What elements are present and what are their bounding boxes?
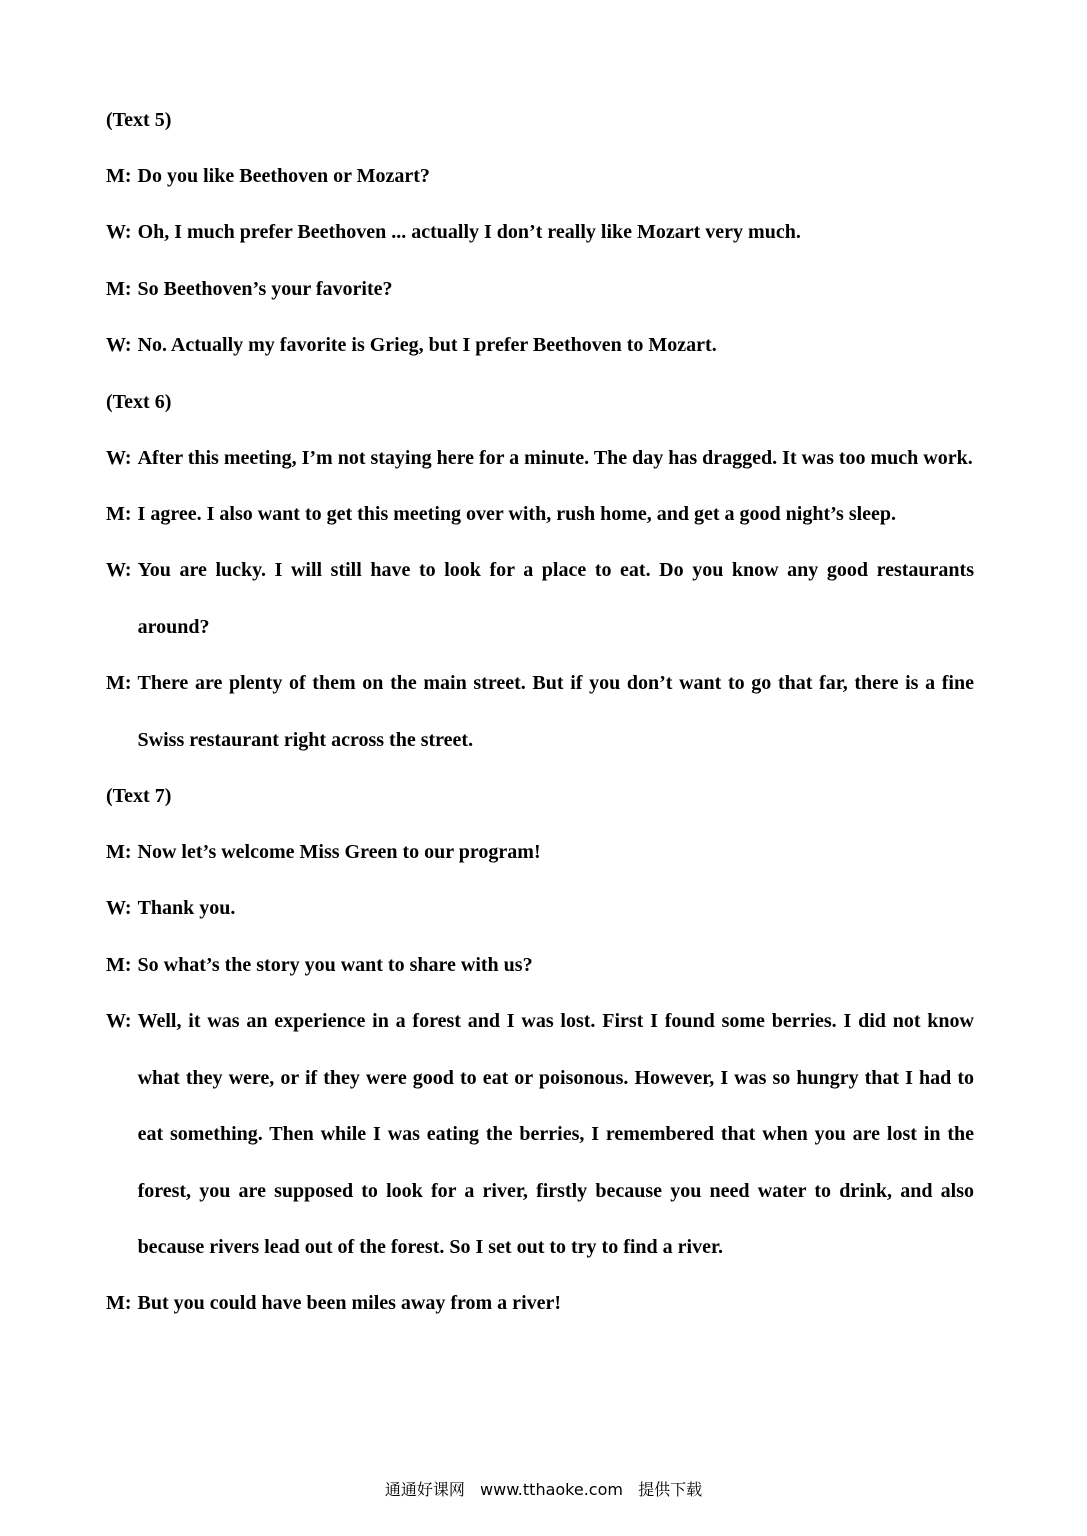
dialogue-line [106,204,974,260]
utterance-text: So Beethoven’s your favorite? [137,277,393,300]
speaker-label: M: [106,1292,132,1315]
dialogue-line [106,542,974,655]
utterance-text: Well, it was an experience in a forest and I was lost. First I found some berries. I did not know what they were, or if they were good to eat or poisonous. However, I was so hungry that I had to eat something. Then while I was eating the berries, I remembered that when you are lost in the forest, you are supposed to look for a river, firstly because you need water to drink, and also because rivers lead out of the forest. So I set out to try to find a river. [137,1010,974,1258]
section-heading: (Text 5) [106,109,172,131]
section-text-5 [106,92,974,374]
utterance-text: Thank you. [137,897,236,920]
utterance-text: But you could have been miles away from a river! [137,1292,562,1315]
utterance-text: Oh, I much prefer Beethoven ... actually I don’t really like Mozart very much. [137,221,801,244]
dialogue-line [106,880,974,936]
utterance-text: Do you like Beethoven or Mozart? [137,165,430,187]
dialogue-line [106,993,974,1275]
utterance-text: Now let’s welcome Miss Green to our program! [137,841,541,864]
dialogue-line [106,937,974,993]
utterance-text: I agree. I also want to get this meeting over with, rush home, and get a good night’s sleep. [137,503,897,526]
dialogue-line [106,824,974,880]
speaker-label: M: [106,953,132,976]
transcript-body [106,92,974,1332]
speaker-label: W: [106,334,132,357]
footer-site-name: 通通好课网 [384,1480,465,1499]
speaker-label: W: [106,221,132,244]
dialogue-line [106,486,974,542]
speaker-label: W: [106,1010,132,1033]
speaker-label: M: [106,841,132,864]
page-footer [0,1476,1087,1504]
section-text-6 [106,374,974,768]
dialogue-line [106,1275,974,1331]
speaker-label: M: [106,165,132,187]
speaker-label: W: [106,559,132,582]
footer-suffix: 提供下载 [638,1480,703,1499]
dialogue-line [106,317,974,373]
speaker-label: M: [106,277,132,300]
footer-url: www.tthaoke.com [480,1480,623,1499]
dialogue-line [106,148,974,204]
speaker-label: W: [106,897,132,920]
utterance-text: You are lucky. I will still have to look for a place to eat. Do you know any good restaurants around? [137,559,974,638]
utterance-text: No. Actually my favorite is Grieg, but I prefer Beethoven to Mozart. [137,334,717,357]
section-heading: (Text 7) [106,785,172,808]
utterance-text: So what’s the story you want to share with us? [137,953,533,976]
utterance-text: There are plenty of them on the main street. But if you don’t want to go that far, there is a fine Swiss restaurant right across the street. [137,672,974,751]
dialogue-line [106,430,974,486]
speaker-label: W: [106,446,132,469]
utterance-text: After this meeting, I’m not staying here for a minute. The day has dragged. It was too much work. [137,446,973,469]
dialogue-line [106,261,974,317]
section-text-7 [106,768,974,1332]
dialogue-line [106,655,974,768]
speaker-label: M: [106,672,132,695]
speaker-label: M: [106,503,132,526]
section-heading: (Text 6) [106,390,172,413]
